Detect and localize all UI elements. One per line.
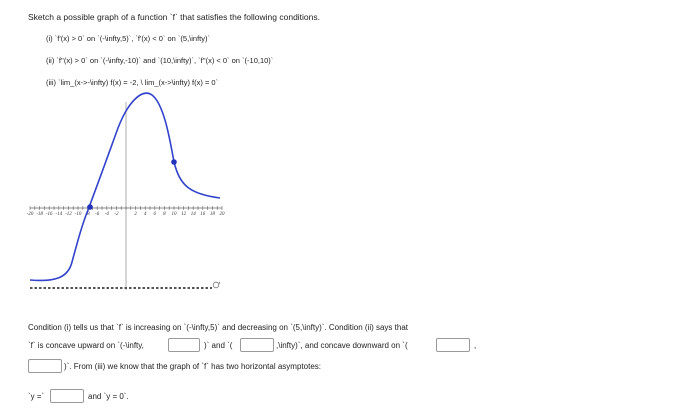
problem-prompt: Sketch a possible graph of a function `f` that satisfies the following conditions. xyxy=(28,12,320,22)
x-tick-label: 4 xyxy=(143,212,147,217)
x-tick-label: 14 xyxy=(190,212,196,217)
x-tick-label: 12 xyxy=(181,212,187,217)
answer-line-2b: )` and `( xyxy=(204,341,233,350)
answer-line-4a: `y =` xyxy=(28,392,45,401)
x-tick-label: -6 xyxy=(95,212,100,217)
x-tick-label: -18 xyxy=(36,212,43,217)
x-tick-label: 2 xyxy=(134,212,137,217)
x-tick-label: -20 xyxy=(26,212,34,217)
asymptote-value-input[interactable] xyxy=(50,389,84,403)
answer-line-3: )`. From (iii) we know that the graph of `f` has two horizontal asymptotes: xyxy=(64,362,321,371)
x-tick-label: -2 xyxy=(114,212,119,217)
x-tick-label: -8 xyxy=(85,212,90,217)
inflection-point-right[interactable] xyxy=(171,159,177,165)
answer-line-1: Condition (i) tells us that `f` is increasing on `(-\infty,5)` and decreasing on `(5,\infty)`. Condition (ii) says that xyxy=(28,323,408,332)
concave-down-bound-1-input[interactable] xyxy=(436,338,470,352)
answer-line-2a: `f` is concave upward on `(-\infty, xyxy=(28,341,144,350)
x-tick-label: -16 xyxy=(45,212,53,217)
answer-line-2c: ,\infty)`, and concave downward on `( xyxy=(276,341,408,350)
x-tick-label: 6 xyxy=(153,212,157,217)
concave-up-bound-2-input[interactable] xyxy=(240,338,274,352)
answer-line-4b: and `y = 0`. xyxy=(88,392,129,401)
function-curve[interactable] xyxy=(30,93,220,280)
x-tick-label: 18 xyxy=(209,212,215,217)
x-tick-label: -4 xyxy=(104,212,109,217)
answer-line-2d: , xyxy=(474,341,477,350)
condition-ii: (ii) `f''(x) > 0` on `(-\infty,-10)` and `(10,\infty)`, `f''(x) < 0` on `(-10,10)` xyxy=(46,56,274,65)
x-tick-label: 20 xyxy=(219,212,225,217)
x-tick-label: 8 xyxy=(163,212,166,217)
concave-up-bound-1-input[interactable] xyxy=(168,338,200,352)
x-tick-label: -14 xyxy=(55,212,63,217)
condition-i: (i) `f'(x) > 0` on `(-\infty,5)`, `f'(x) < 0` on `(5,\infty)` xyxy=(46,34,210,43)
x-tick-label: 10 xyxy=(171,212,177,217)
x-tick-label: -10 xyxy=(74,212,82,217)
x-tick-label: -12 xyxy=(65,212,72,217)
concave-down-bound-2-input[interactable] xyxy=(28,359,62,373)
x-tick-label: 16 xyxy=(200,212,206,217)
inflection-point-left[interactable] xyxy=(87,204,93,210)
refresh-icon[interactable] xyxy=(213,282,220,288)
condition-iii: (iii) `lim_(x->-\infty) f(x) = -2, \ lim_(x->\infty) f(x) = 0` xyxy=(46,78,219,87)
